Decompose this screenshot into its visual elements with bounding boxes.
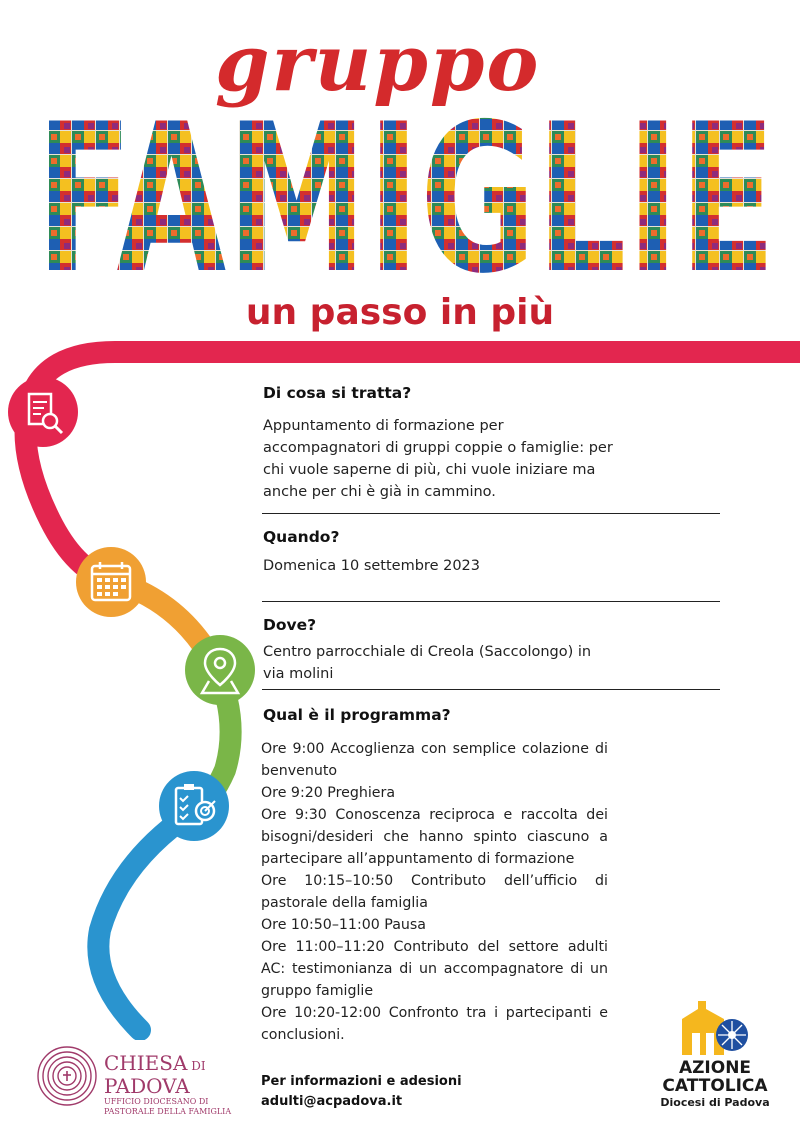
chiesa-spiral-icon <box>36 1045 98 1107</box>
section-text-where: Centro parrocchiale di Creola (Saccolongo) in via molini <box>263 644 592 682</box>
program-list <box>261 738 608 1046</box>
section-title-when: Quando? <box>263 528 340 546</box>
divider <box>262 601 720 602</box>
calendar-icon <box>76 547 146 617</box>
program-item: Ore 10:20-12:00 Confronto tra i partecipanti e conclusioni. <box>261 1005 608 1043</box>
section-text-what: Appuntamento di formazione per accompagnatori di gruppi coppie o famiglie: per chi vuole saperne di più, chi vuole iniziare ma anche per chi è già in cammino. <box>263 418 613 500</box>
program-item: Ore 10:15–10:50 Contributo dell’ufficio di pastorale della famiglia <box>261 873 608 911</box>
program-item: Ore 9:00 Accoglienza con semplice colazione di benvenuto <box>261 741 608 779</box>
chiesa-padova-logo <box>36 1045 232 1120</box>
svg-text:FAMIGLIE: FAMIGLIE <box>36 95 776 285</box>
program-item: Ore 11:00–11:20 Contributo del settore adulti AC: testimonianza di un accompagnatore di un gruppo famiglie <box>261 939 608 999</box>
ac-line2: CATTOLICA <box>662 1076 768 1096</box>
program-item: Ore 9:20 Preghiera <box>261 785 396 801</box>
section-title-what: Di cosa si tratta? <box>263 384 412 402</box>
contact-email[interactable]: adulti@acpadova.it <box>261 1094 403 1109</box>
divider <box>262 689 720 690</box>
program-item: Ore 10:50–11:00 Pausa <box>261 917 426 933</box>
chiesa-name: CHIESA DI PADOVA <box>104 1051 206 1098</box>
section-title-where: Dove? <box>263 616 317 634</box>
ac-church-icon <box>680 995 750 1057</box>
header-famiglie-mosaic <box>36 95 776 285</box>
document-search-icon <box>8 377 78 447</box>
divider <box>262 513 720 514</box>
section-title-program: Qual è il programma? <box>263 706 451 724</box>
location-pin-icon <box>185 635 255 705</box>
checklist-target-icon <box>159 771 229 841</box>
ac-line3: Diocesi di Padova <box>660 1096 770 1109</box>
azione-cattolica-logo <box>650 995 780 1120</box>
ac-line1: AZIONE <box>678 1058 752 1078</box>
chiesa-subtitle: UFFICIO DIOCESANO DI PASTORALE DELLA FAMIGLIA <box>104 1097 232 1116</box>
contact-title: Per informazioni e adesioni <box>261 1074 462 1089</box>
section-text-when: Domenica 10 settembre 2023 <box>263 558 480 574</box>
header-gruppo: gruppo <box>215 18 541 109</box>
program-item: Ore 9:30 Conoscenza reciproca e raccolta dei bisogni/desideri che hanno spinto ciascuno a partecipare all’appuntamento di formazione <box>261 807 608 867</box>
subtitle: un passo in più <box>245 292 555 333</box>
